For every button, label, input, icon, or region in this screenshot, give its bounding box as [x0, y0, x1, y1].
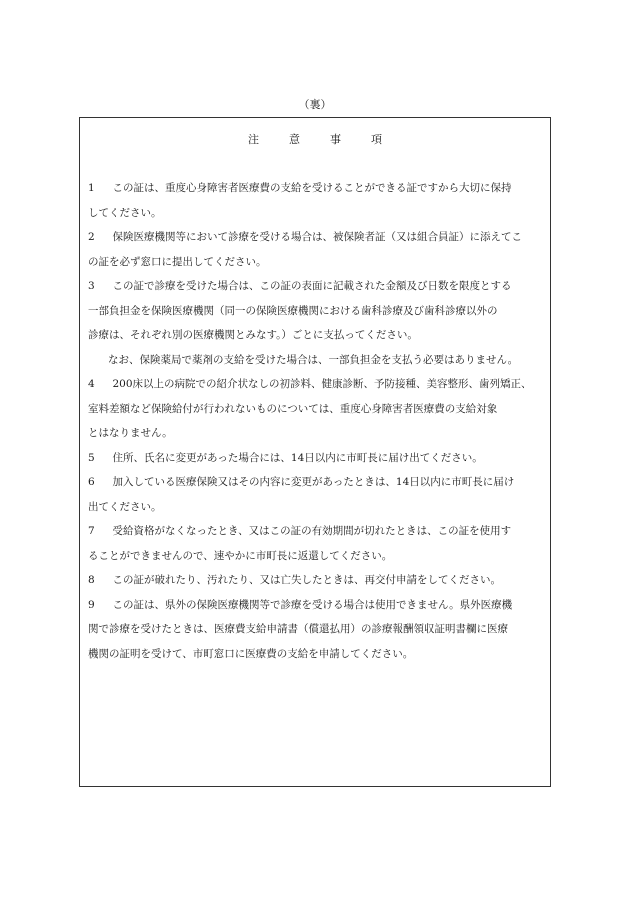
notice-item-text: この証が破れたり、汚れたり、又は亡失したときは、再交付申請をしてください。 [112, 574, 501, 586]
notice-title: 注意事項 [248, 133, 412, 146]
notice-item-continuation-line: ることができませんので、速やかに市町長に返還してください。 [88, 549, 393, 562]
notice-item-continuation-line: 室料差額など保険給付が行われないものについては、重度心身障害者医療費の支給対象 [88, 402, 498, 415]
notice-item [88, 274, 550, 372]
notice-item-first-line [88, 446, 550, 471]
notice-item [88, 470, 550, 519]
notice-item-text: 加入している医療保険又はその内容に変更があったときは、14日以内に市町長に届け [112, 476, 515, 488]
notice-item [88, 176, 550, 225]
notice-item-number: 1 [88, 182, 95, 194]
notice-item-first-line [88, 176, 550, 201]
notice-box [79, 117, 551, 787]
notice-item-note: なお、保険薬局で薬剤の支給を受けた場合は、一部負担金を支払う必要はありません。 [108, 353, 519, 366]
notice-item-text: 200床以上の病院での紹介状なしの初診料、健康診断、予防接種、美容整形、歯列矯正、 [112, 378, 532, 390]
notice-item-first-line [88, 225, 550, 250]
notice-item [88, 593, 550, 667]
notice-item-continuation-line: 一部負担金を保険医療機関（同一の保険医療機関における歯科診療及び歯科診療以外の [88, 304, 498, 317]
notice-item-number: 7 [88, 525, 95, 537]
notice-item-continuation-line: してください。 [88, 206, 162, 219]
notice-item-number: 8 [88, 574, 95, 586]
notice-item-continuation-line: 関で診療を受けたときは、医療費支給申請書（償還払用）の診療報酬領収証明書欄に医療 [88, 623, 508, 635]
notice-item-text: 住所、氏名に変更があった場合には、14日以内に市町長に届け出てください。 [112, 451, 483, 464]
notice-item-first-line [88, 519, 550, 544]
back-side-label: （裏） [298, 98, 332, 111]
notice-item [88, 225, 550, 274]
notice-item-first-line [88, 470, 550, 495]
notice-item [88, 446, 550, 471]
notice-item-number: 5 [88, 451, 95, 464]
notice-item-continuation-line: 診療は、それぞれ別の医療機関とみなす。）ごとに支払ってください。 [88, 329, 418, 341]
notice-item-continuation-line: の証を必ず窓口に提出してください。 [88, 255, 267, 268]
notice-item-first-line [88, 568, 550, 593]
notice-item [88, 372, 550, 446]
notice-item-continuation-line: 出てください。 [88, 500, 162, 513]
notice-item-continuation-line: 機関の証明を受けて、市町窓口に医療費の支給を申請してください。 [88, 647, 414, 660]
notice-item-continuation-line: とはなりません。 [88, 427, 173, 439]
notice-item-first-line [88, 593, 550, 618]
notice-item-number: 3 [88, 280, 95, 292]
notice-item-text: 保険医療機関等において診療を受ける場合は、被保険者証（又は組合員証）に添えてこ [112, 231, 522, 243]
notice-item-text: この証は、県外の保険医療機関等で診療を受ける場合は使用できません。県外医療機 [112, 598, 513, 611]
notice-item-number: 9 [88, 598, 95, 611]
notice-item-number: 6 [88, 476, 95, 488]
notice-item [88, 519, 550, 568]
notice-item [88, 568, 550, 593]
notice-item-text: 受給資格がなくなったとき、又はこの証の有効期間が切れたときは、この証を使用す [112, 525, 512, 537]
notice-item-text: この証は、重度心身障害者医療費の支給を受けることができる証ですから大切に保持 [112, 182, 512, 194]
notice-item-number: 4 [88, 378, 95, 390]
notice-item-text: この証で診療を受けた場合は、この証の表面に記載された金額及び日数を限度とする [112, 280, 512, 292]
notice-item-list [88, 176, 550, 666]
notice-item-number: 2 [88, 231, 95, 243]
notice-item-first-line [88, 274, 550, 299]
notice-item-first-line [88, 372, 550, 397]
